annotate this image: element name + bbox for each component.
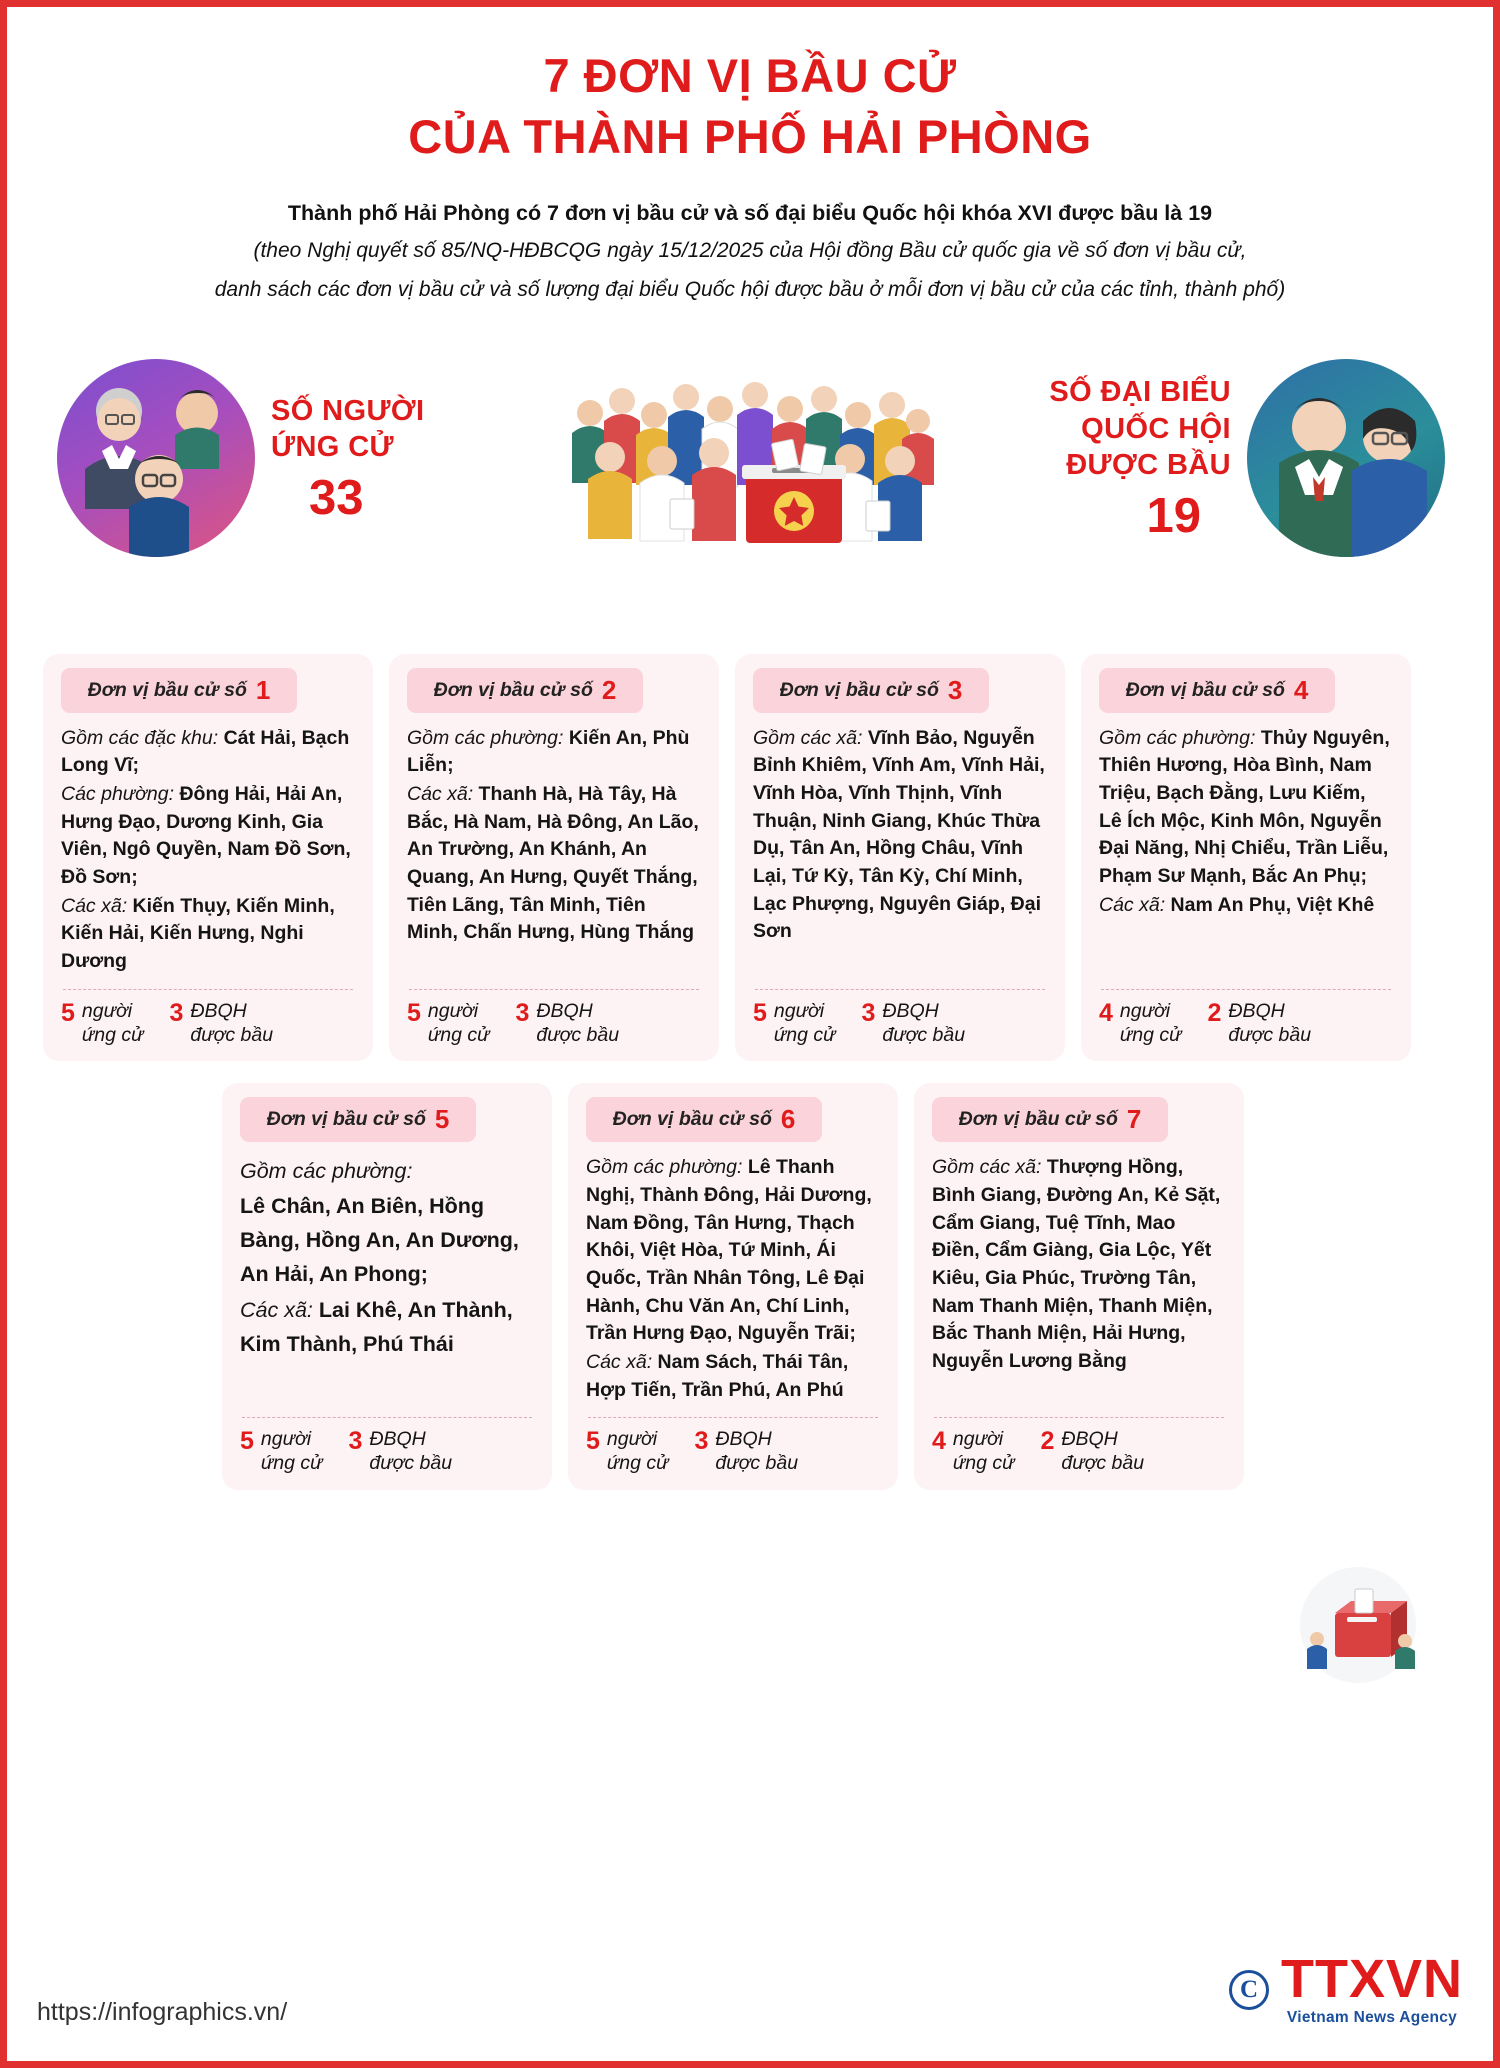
unit-1-footer bbox=[61, 1000, 355, 1048]
candidates-avatar-icon bbox=[57, 359, 255, 557]
unit-6-header bbox=[586, 1097, 822, 1142]
unit-2-group-1-names: Thanh Hà, Hà Tây, Hà Bắc, Hà Nam, Hà Đông, An Lão, An Trường, An Khánh, An Quang, An Hưng, Quyết Thắng, Tiên Lãng, Tân Minh, Tiên Minh, Chấn Hưng, Hùng Thắng bbox=[407, 782, 699, 944]
unit-card-7[interactable] bbox=[914, 1083, 1244, 1490]
unit-7-body bbox=[932, 1154, 1226, 1405]
unit-4-candidates-l2: ứng cử bbox=[1119, 1023, 1182, 1046]
unit-4-body bbox=[1099, 725, 1393, 977]
unit-6-divider bbox=[588, 1417, 878, 1418]
unit-6-group-1-lead: Các xã: bbox=[586, 1351, 653, 1374]
unit-5-number: 5 bbox=[434, 1104, 450, 1135]
unit-5-header bbox=[240, 1097, 476, 1142]
unit-4-candidates bbox=[1099, 1000, 1181, 1048]
unit-2-divider bbox=[409, 989, 699, 990]
unit-7-candidates-l1: người bbox=[952, 1428, 1004, 1451]
unit-3-footer bbox=[753, 1000, 1047, 1048]
page-footer bbox=[37, 1949, 1463, 2027]
unit-4-candidates-l1: người bbox=[1119, 999, 1171, 1022]
unit-5-candidates bbox=[240, 1428, 322, 1476]
unit-4-deputies-l1: ĐBQH bbox=[1228, 999, 1285, 1022]
unit-6-deputies bbox=[694, 1428, 798, 1476]
unit-2-footer bbox=[407, 1000, 701, 1048]
unit-2-header bbox=[407, 668, 643, 713]
unit-2-number: 2 bbox=[601, 674, 617, 705]
unit-5-group-0-names: Lê Chân, An Biên, Hồng Bàng, Hồng An, An Dương, An Hải, An Phong; bbox=[240, 1193, 519, 1287]
unit-6-candidates-num: 5 bbox=[586, 1427, 600, 1456]
unit-4-deputies-num: 2 bbox=[1207, 998, 1222, 1027]
unit-5-candidates-l2: ứng cử bbox=[260, 1452, 323, 1475]
unit-3-number: 3 bbox=[947, 674, 963, 705]
unit-7-divider bbox=[934, 1417, 1224, 1418]
stat-candidates bbox=[57, 359, 425, 557]
unit-2-group-0-lead: Gồm các phường: bbox=[407, 726, 564, 749]
voting-crowd-illustration bbox=[550, 361, 950, 561]
unit-2-deputies-num: 3 bbox=[515, 998, 530, 1027]
unit-3-candidates bbox=[753, 1000, 835, 1048]
unit-2-group-0-names: Kiến An, Phù Liễn; bbox=[407, 726, 690, 777]
unit-card-4[interactable] bbox=[1081, 654, 1411, 1062]
units-row-1 bbox=[37, 654, 1463, 1062]
unit-2-candidates-l2: ứng cử bbox=[427, 1023, 490, 1046]
unit-1-header bbox=[61, 668, 297, 713]
unit-7-number: 7 bbox=[1126, 1104, 1142, 1135]
unit-card-6[interactable] bbox=[568, 1083, 898, 1490]
subtitle-italic-1: (theo Nghị quyết số 85/NQ-HĐBCQG ngày 15/12/2025 của Hội đồng Bầu cử quốc gia về số đơn vị bầu cử, bbox=[253, 239, 1247, 263]
unit-5-group-1-lead: Các xã: bbox=[240, 1297, 313, 1322]
unit-1-deputies-num: 3 bbox=[169, 998, 184, 1027]
unit-7-footer bbox=[932, 1428, 1226, 1476]
unit-2-body bbox=[407, 725, 701, 977]
unit-7-candidates bbox=[932, 1428, 1014, 1476]
unit-4-header bbox=[1099, 668, 1335, 713]
unit-6-number: 6 bbox=[780, 1104, 796, 1135]
unit-1-candidates-l1: người bbox=[81, 999, 133, 1022]
unit-2-group-1-lead: Các xã: bbox=[407, 782, 474, 805]
unit-6-body bbox=[586, 1154, 880, 1405]
unit-6-candidates bbox=[586, 1428, 668, 1476]
unit-4-group-0-lead: Gồm các phường: bbox=[1099, 726, 1256, 749]
unit-4-group-1-names: Nam An Phụ, Việt Khê bbox=[1170, 893, 1375, 916]
unit-6-group-0-names: Lê Thanh Nghị, Thành Đông, Hải Dương, Nam Đồng, Tân Hưng, Thạch Khôi, Việt Hòa, Tứ Minh, Ái Quốc, Trần Nhân Tông, Lê Đại Hành, Chu Văn An, Chí Linh, Trần Hưng Đạo, Nguyễn Trãi; bbox=[586, 1156, 872, 1345]
unit-7-deputies-num: 2 bbox=[1040, 1427, 1055, 1456]
unit-7-group-0-lead: Gồm các xã: bbox=[932, 1156, 1042, 1179]
unit-6-header-label: Đơn vị bầu cử số bbox=[612, 1108, 772, 1131]
unit-2-candidates-num: 5 bbox=[407, 998, 421, 1027]
unit-4-deputies-l2: được bầu bbox=[1228, 1023, 1312, 1046]
copyright-icon: C bbox=[1229, 1970, 1269, 2010]
unit-3-header bbox=[753, 668, 989, 713]
title-line-1: 7 ĐƠN VỊ BẦU CỬ bbox=[543, 49, 957, 102]
unit-5-candidates-l1: người bbox=[260, 1428, 312, 1451]
unit-6-group-0-lead: Gồm các phường: bbox=[586, 1156, 743, 1179]
deputies-label-line2: QUỐC HỘI bbox=[1081, 412, 1231, 445]
unit-3-deputies bbox=[861, 1000, 965, 1048]
site-url[interactable]: https://infographics.vn/ bbox=[37, 1998, 288, 2026]
unit-4-deputies bbox=[1207, 1000, 1311, 1048]
unit-card-3[interactable] bbox=[735, 654, 1065, 1062]
candidates-value: 33 bbox=[309, 470, 364, 525]
unit-7-group-0-names: Thượng Hồng, Bình Giang, Đường An, Kẻ Sặt, Cẩm Giang, Tuệ Tĩnh, Mao Điền, Cẩm Giàng, Gia Lộc, Yết Kiêu, Gia Phúc, Trường Tân, Nam Thanh Miện, Thanh Miện, Bắc Thanh Miện, Hải Hưng, Nguyễn Lương Bằng bbox=[932, 1156, 1221, 1373]
unit-5-group-0-lead: Gồm các phường: bbox=[240, 1159, 413, 1184]
unit-7-candidates-num: 4 bbox=[932, 1427, 946, 1456]
unit-5-candidates-num: 5 bbox=[240, 1427, 254, 1456]
logo-main-text: TTXVN bbox=[1280, 1949, 1463, 2009]
unit-5-deputies bbox=[348, 1428, 452, 1476]
unit-1-body bbox=[61, 725, 355, 977]
unit-1-deputies bbox=[169, 1000, 273, 1048]
unit-1-number: 1 bbox=[255, 674, 271, 705]
ttxvn-logo bbox=[1229, 1949, 1463, 2027]
unit-1-candidates-num: 5 bbox=[61, 998, 75, 1027]
unit-1-group-1-lead: Các phường: bbox=[61, 782, 175, 805]
unit-7-candidates-l2: ứng cử bbox=[952, 1452, 1015, 1475]
unit-3-candidates-num: 5 bbox=[753, 998, 767, 1027]
unit-1-deputies-l2: được bầu bbox=[190, 1023, 274, 1046]
deputies-label-line3: ĐƯỢC BẦU bbox=[1066, 449, 1231, 482]
unit-5-deputies-l1: ĐBQH bbox=[369, 1428, 426, 1451]
deputies-avatar-icon bbox=[1247, 359, 1445, 557]
unit-2-candidates bbox=[407, 1000, 489, 1048]
unit-1-group-0-lead: Gồm các đặc khu: bbox=[61, 726, 219, 749]
unit-card-5[interactable] bbox=[222, 1083, 552, 1490]
subtitle-bold: Thành phố Hải Phòng có 7 đơn vị bầu cử và số đại biểu Quốc hội khóa XVI được bầu là 19 bbox=[287, 201, 1213, 226]
unit-3-group-0-names: Vĩnh Bảo, Nguyễn Bỉnh Khiêm, Vĩnh Am, Vĩnh Hải, Vĩnh Hòa, Vĩnh Thịnh, Vĩnh Thuận, Ninh Giang, Khúc Thừa Dụ, Tân An, Hồng Châu, Vĩnh Lại, Tứ Kỳ, Tân Kỳ, Chí Minh, Lạc Phượng, Nguyên Giáp, Đại Sơn bbox=[753, 726, 1045, 943]
unit-4-header-label: Đơn vị bầu cử số bbox=[1125, 678, 1285, 701]
unit-1-group-2-names: Kiến Thụy, Kiến Minh, Kiến Hải, Kiến Hưng, Nghi Dương bbox=[61, 894, 335, 973]
unit-5-body bbox=[240, 1154, 534, 1405]
candidates-label-line2: ỨNG CỬ bbox=[271, 431, 395, 464]
unit-2-deputies-l2: được bầu bbox=[536, 1023, 620, 1046]
unit-1-deputies-l1: ĐBQH bbox=[190, 999, 247, 1022]
unit-7-deputies-l2: được bầu bbox=[1061, 1452, 1145, 1475]
unit-1-candidates-l2: ứng cử bbox=[81, 1023, 144, 1046]
unit-5-header-label: Đơn vị bầu cử số bbox=[266, 1108, 426, 1131]
unit-1-header-label: Đơn vị bầu cử số bbox=[87, 678, 247, 701]
unit-5-group-1-names: Lai Khê, An Thành, Kim Thành, Phú Thái bbox=[240, 1297, 513, 1357]
unit-card-2[interactable] bbox=[389, 654, 719, 1062]
unit-3-deputies-l2: được bầu bbox=[882, 1023, 966, 1046]
subtitle-italic-2: danh sách các đơn vị bầu cử và số lượng đại biểu Quốc hội được bầu ở mỗi đơn vị bầu cử của các tỉnh, thành phố) bbox=[214, 277, 1286, 301]
unit-1-divider bbox=[63, 989, 353, 990]
unit-5-divider bbox=[242, 1417, 532, 1418]
unit-6-deputies-l1: ĐBQH bbox=[715, 1428, 772, 1451]
subtitle-block bbox=[37, 197, 1463, 306]
unit-3-deputies-l1: ĐBQH bbox=[882, 999, 939, 1022]
unit-4-divider bbox=[1101, 989, 1391, 990]
unit-7-deputies-l1: ĐBQH bbox=[1061, 1428, 1118, 1451]
logo-sub-text: Vietnam News Agency bbox=[1286, 2009, 1458, 2026]
deputies-label-line1: SỐ ĐẠI BIỂU bbox=[1049, 376, 1231, 409]
unit-6-group-1-names: Nam Sách, Thái Tân, Hợp Tiến, Trần Phú, An Phú bbox=[586, 1351, 849, 1401]
unit-6-candidates-l1: người bbox=[606, 1428, 658, 1451]
unit-3-header-label: Đơn vị bầu cử số bbox=[779, 678, 939, 701]
unit-1-candidates bbox=[61, 1000, 143, 1048]
unit-3-candidates-l2: ứng cử bbox=[773, 1023, 836, 1046]
unit-4-group-1-lead: Các xã: bbox=[1099, 893, 1166, 916]
unit-5-footer bbox=[240, 1428, 534, 1476]
unit-3-group-0-lead: Gồm các xã: bbox=[753, 726, 863, 749]
unit-4-group-0-names: Thủy Nguyên, Thiên Hương, Hòa Bình, Nam Triệu, Bạch Đằng, Lưu Kiếm, Lê Ích Mộc, Kinh Môn, Nguyễn Đại Năng, Nhị Chiểu, Trần Liễu, Phạm Sư Mạnh, Bắc An Phụ; bbox=[1099, 726, 1390, 887]
unit-1-group-1-names: Đông Hải, Hải An, Hưng Đạo, Dương Kinh, Gia Viên, Ngô Quyền, Nam Đồ Sơn, Đồ Sơn; bbox=[61, 782, 351, 888]
unit-3-body bbox=[753, 725, 1047, 977]
unit-1-group-0-names: Cát Hải, Bạch Long Vĩ; bbox=[61, 726, 350, 777]
unit-6-candidates-l2: ứng cử bbox=[606, 1452, 669, 1475]
unit-6-deputies-l2: được bầu bbox=[715, 1452, 799, 1475]
unit-2-deputies-l1: ĐBQH bbox=[536, 999, 593, 1022]
unit-4-footer bbox=[1099, 1000, 1393, 1048]
ballot-box-illustration bbox=[1283, 1565, 1433, 1685]
unit-5-deputies-num: 3 bbox=[348, 1427, 363, 1456]
unit-1-group-2-lead: Các xã: bbox=[61, 894, 128, 917]
unit-7-header bbox=[932, 1097, 1168, 1142]
unit-2-candidates-l1: người bbox=[427, 999, 479, 1022]
page-title bbox=[37, 7, 1463, 167]
deputies-value: 19 bbox=[1146, 488, 1201, 543]
stat-deputies bbox=[1049, 359, 1445, 557]
unit-3-divider bbox=[755, 989, 1045, 990]
candidates-label-line1: SỐ NGƯỜI bbox=[271, 394, 425, 427]
unit-6-deputies-num: 3 bbox=[694, 1427, 709, 1456]
unit-2-deputies bbox=[515, 1000, 619, 1048]
unit-5-deputies-l2: được bầu bbox=[369, 1452, 453, 1475]
unit-3-deputies-num: 3 bbox=[861, 998, 876, 1027]
unit-card-1[interactable] bbox=[43, 654, 373, 1062]
unit-3-candidates-l1: người bbox=[773, 999, 825, 1022]
stats-row bbox=[37, 349, 1463, 584]
unit-4-candidates-num: 4 bbox=[1099, 998, 1113, 1027]
unit-7-header-label: Đơn vị bầu cử số bbox=[958, 1108, 1118, 1131]
unit-6-footer bbox=[586, 1428, 880, 1476]
unit-7-deputies bbox=[1040, 1428, 1144, 1476]
units-row-2 bbox=[37, 1083, 1463, 1490]
unit-2-header-label: Đơn vị bầu cử số bbox=[433, 678, 593, 701]
unit-4-number: 4 bbox=[1293, 674, 1309, 705]
title-line-2: CỦA THÀNH PHỐ HẢI PHÒNG bbox=[408, 110, 1092, 164]
